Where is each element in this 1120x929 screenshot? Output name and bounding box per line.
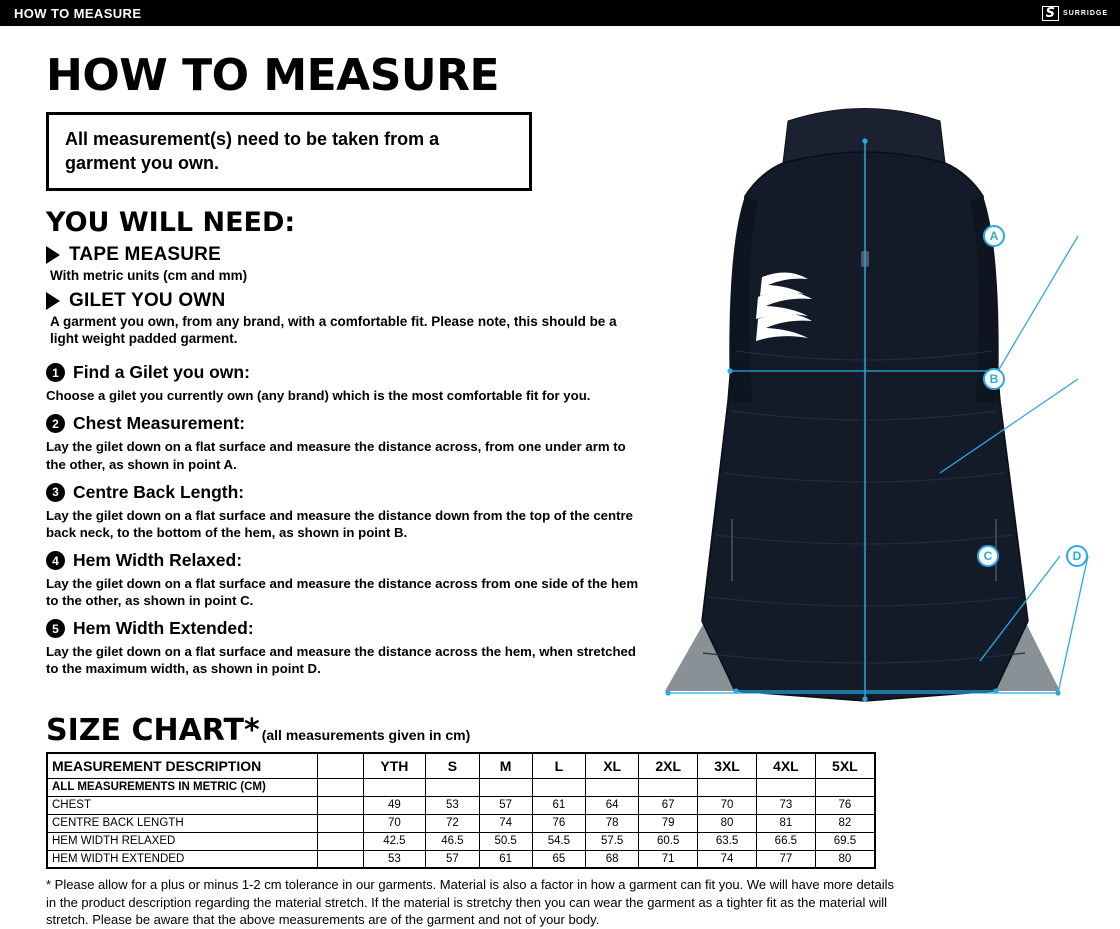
table-row-metric-note xyxy=(47,778,875,796)
need-item-label: TAPE MEASURE xyxy=(69,243,221,265)
top-bar xyxy=(0,0,1120,26)
callout-d: D xyxy=(1066,545,1088,567)
cell-value: 63.5 xyxy=(698,832,757,850)
step-header xyxy=(46,550,646,571)
cell-value: 64 xyxy=(586,796,639,814)
cell-value: 54.5 xyxy=(532,832,585,850)
triangle-bullet-icon xyxy=(46,246,60,264)
size-chart-table xyxy=(46,752,876,869)
step-header xyxy=(46,362,646,383)
you-will-need-list xyxy=(46,244,646,349)
triangle-bullet-icon xyxy=(46,292,60,310)
cell-value: 53 xyxy=(426,796,479,814)
column-header-5xl: 5XL xyxy=(815,753,875,778)
need-item-gilet xyxy=(46,290,646,312)
cell-value: 46.5 xyxy=(426,832,479,850)
cell-empty xyxy=(479,778,532,796)
brand-name: SURRIDGE xyxy=(1063,9,1108,17)
cell-value: 65 xyxy=(532,850,585,868)
leader-line-d xyxy=(1058,556,1088,693)
column-header-2xl: 2XL xyxy=(639,753,698,778)
cell-value: 73 xyxy=(756,796,815,814)
column-header-yth: YTH xyxy=(363,753,426,778)
cell-empty xyxy=(698,778,757,796)
table-row-hem-width-relaxed xyxy=(47,832,875,850)
column-header-description: MEASUREMENT DESCRIPTION xyxy=(47,753,317,778)
cell-empty xyxy=(815,778,875,796)
step-body: Lay the gilet down on a flat surface and measure the distance across, from one under arm to the other, as shown in point A. xyxy=(46,439,626,472)
need-item-desc: With metric units (cm and mm) xyxy=(50,267,248,283)
table-header-row xyxy=(47,753,875,778)
size-chart-title: SIZE CHART* xyxy=(46,713,260,748)
steps-list xyxy=(46,362,646,677)
cell-value: 42.5 xyxy=(363,832,426,850)
step-header xyxy=(46,618,646,639)
cell-empty xyxy=(756,778,815,796)
cell-value: 76 xyxy=(532,814,585,832)
step-2 xyxy=(46,413,646,472)
brand-logo xyxy=(1038,4,1112,23)
cell-value: 80 xyxy=(698,814,757,832)
cell-spacer xyxy=(317,850,363,868)
cell-value: 69.5 xyxy=(815,832,875,850)
cell-value: 67 xyxy=(639,796,698,814)
cell-spacer xyxy=(317,832,363,850)
size-chart-heading xyxy=(46,713,876,748)
column-header-4xl: 4XL xyxy=(756,753,815,778)
need-item-label: GILET YOU OWN xyxy=(69,290,226,312)
step-number-badge: 4 xyxy=(46,551,65,570)
column-header-l: L xyxy=(532,753,585,778)
table-row-hem-width-extended xyxy=(47,850,875,868)
step-5 xyxy=(46,618,646,677)
cell-value: 70 xyxy=(363,814,426,832)
row-label: CENTRE BACK LENGTH xyxy=(47,814,317,832)
cell-value: 82 xyxy=(815,814,875,832)
step-title: Chest Measurement: xyxy=(73,413,246,434)
column-header-3xl: 3XL xyxy=(698,753,757,778)
table-row-chest xyxy=(47,796,875,814)
step-body: Lay the gilet down on a flat surface and measure the distance across the hem, when stretched to the maximum width, as shown in point D. xyxy=(46,644,636,677)
cell-value: 60.5 xyxy=(639,832,698,850)
row-label: HEM WIDTH RELAXED xyxy=(47,832,317,850)
step-header xyxy=(46,482,646,503)
row-label: HEM WIDTH EXTENDED xyxy=(47,850,317,868)
you-will-need-heading: YOU WILL NEED: xyxy=(46,206,296,238)
notice-text: All measurement(s) need to be taken from a garment you own. xyxy=(65,129,440,174)
topbar-title: HOW TO MEASURE xyxy=(14,5,142,21)
instructions-column xyxy=(46,50,646,687)
step-title: Hem Width Relaxed: xyxy=(73,550,243,570)
cell-empty xyxy=(426,778,479,796)
cell-empty xyxy=(532,778,585,796)
cell-value: 71 xyxy=(639,850,698,868)
leader-line-a xyxy=(998,236,1078,371)
cell-value: 77 xyxy=(756,850,815,868)
row-label: CHEST xyxy=(47,796,317,814)
cell-value: 70 xyxy=(698,796,757,814)
cell-value: 72 xyxy=(426,814,479,832)
step-body: Choose a gilet you currently own (any brand) which is the most comfortable fit for you. xyxy=(46,388,591,404)
cell-value: 66.5 xyxy=(756,832,815,850)
cell-value: 53 xyxy=(363,850,426,868)
step-4 xyxy=(46,550,646,609)
cell-value: 61 xyxy=(532,796,585,814)
size-chart-head xyxy=(47,753,875,778)
cell-spacer xyxy=(317,778,363,796)
cell-empty xyxy=(586,778,639,796)
callout-c: C xyxy=(977,545,999,567)
cell-value: 57 xyxy=(479,796,532,814)
cell-value: 74 xyxy=(698,850,757,868)
cell-spacer xyxy=(317,814,363,832)
column-header-m: M xyxy=(479,753,532,778)
size-chart-subtitle: (all measurements given in cm) xyxy=(261,727,471,743)
callout-a: A xyxy=(983,225,1005,247)
column-header-xl: XL xyxy=(586,753,639,778)
step-header xyxy=(46,413,646,434)
cell-value: 80 xyxy=(815,850,875,868)
step-title: Find a Gilet you own: xyxy=(73,362,250,383)
step-title: Centre Back Length: xyxy=(73,481,245,502)
step-number-badge: 1 xyxy=(46,363,65,382)
cell-value: 57 xyxy=(426,850,479,868)
size-chart-body xyxy=(47,778,875,868)
table-row-centre-back-length xyxy=(47,814,875,832)
cell-value: 81 xyxy=(756,814,815,832)
column-header-s: S xyxy=(426,753,479,778)
need-item-desc: A garment you own, from any brand, with a comfortable fit. Please note, this should be a light weight padded garment. xyxy=(50,314,617,347)
size-chart-section xyxy=(46,713,895,929)
cell-value: 57.5 xyxy=(586,832,639,850)
cell-value: 68 xyxy=(586,850,639,868)
page-title: HOW TO MEASURE xyxy=(46,50,500,101)
cell-value: 74 xyxy=(479,814,532,832)
step-body: Lay the gilet down on a flat surface and measure the distance across from one side of the hem to the other, as shown in point C. xyxy=(46,576,639,609)
step-number-badge: 2 xyxy=(46,414,65,433)
cell-spacer xyxy=(317,796,363,814)
cell-value: 49 xyxy=(363,796,426,814)
cell-value: 76 xyxy=(815,796,875,814)
step-title: Hem Width Extended: xyxy=(73,618,254,639)
need-item-tape-measure xyxy=(46,244,646,266)
cell-value: 61 xyxy=(479,850,532,868)
brand-mark-icon: S xyxy=(1042,6,1059,21)
step-number-badge: 5 xyxy=(46,619,65,638)
page-content xyxy=(0,26,1120,928)
cell-value: 50.5 xyxy=(479,832,532,850)
notice-box xyxy=(46,112,532,191)
step-1 xyxy=(46,362,646,404)
step-body: Lay the gilet down on a flat surface and measure the distance down from the top of the centre back neck, to the bottom of the hem, as shown in point B. xyxy=(46,507,633,540)
step-3 xyxy=(46,482,646,541)
size-chart-footnote: * Please allow for a plus or minus 1-2 cm tolerance in our garments. Material is also a factor in how a garment can fit you. We will have more details in the product description regarding the material stretch. If the material is stretchy then you can wear the garment as a tighter fit as the material will stretch. Please be aware that the above measurements are of the garment and not of your body. xyxy=(46,877,895,928)
cell-empty xyxy=(639,778,698,796)
garment-illustration xyxy=(640,101,1110,711)
callout-b: B xyxy=(983,368,1005,390)
cell-empty xyxy=(363,778,426,796)
column-header-spacer xyxy=(317,753,363,778)
gilet-diagram-svg xyxy=(640,101,1110,711)
cell-value: 79 xyxy=(639,814,698,832)
step-number-badge: 3 xyxy=(46,483,65,502)
cell-value: 78 xyxy=(586,814,639,832)
metric-note-label: ALL MEASUREMENTS IN METRIC (CM) xyxy=(47,778,317,796)
